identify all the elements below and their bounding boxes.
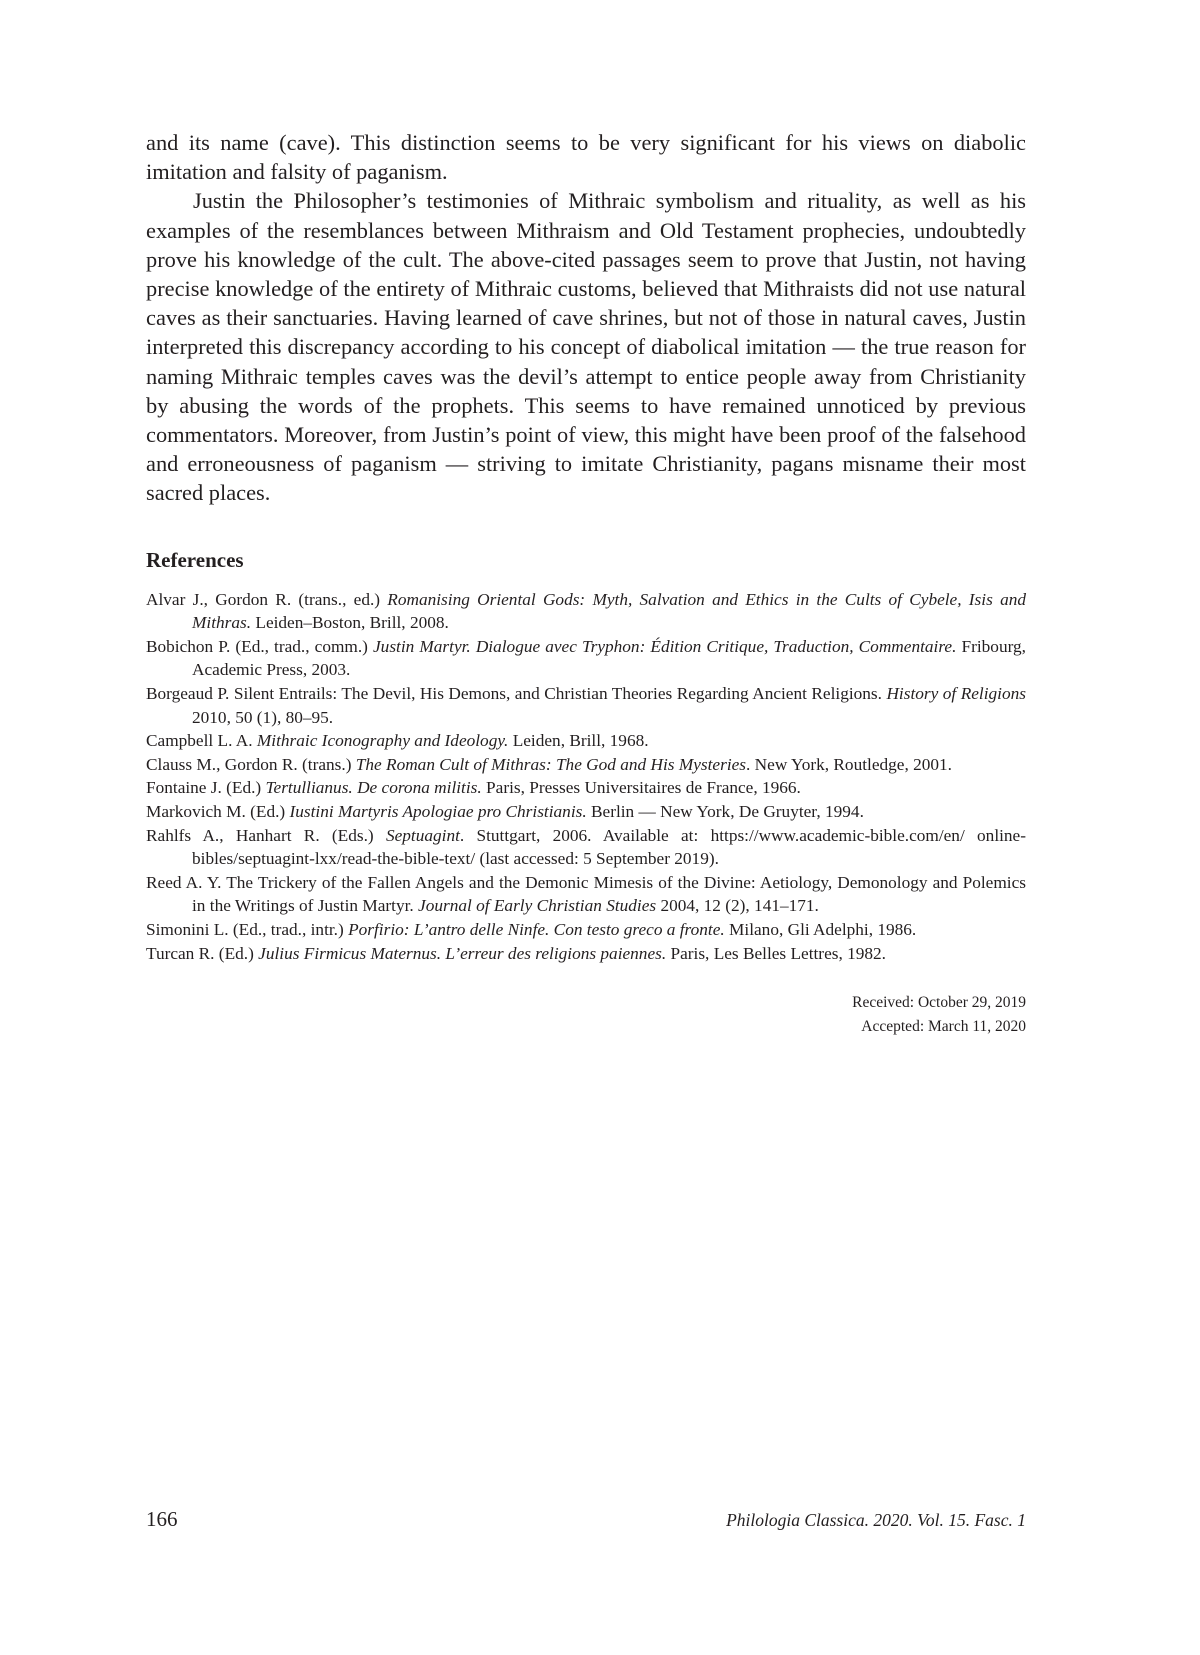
received-date: Received: October 29, 2019 xyxy=(852,994,1026,1012)
page-footer xyxy=(146,1504,1026,1534)
body-paragraph: and its name (cave). This distinction seems to be very significant for his views on diabolic imitation and falsity of paganism. xyxy=(146,130,1026,185)
page-number: 166 xyxy=(146,1507,178,1531)
reference-item: Bobichon P. (Ed., trad., comm.) Justin Martyr. Dialogue avec Tryphon: Édition Critique, Traduction, Commentaire. Fribourg, Academic Press, 2003. xyxy=(146,636,1026,680)
reference-item: Borgeaud P. Silent Entrails: The Devil, His Demons, and Christian Theories Regarding Ancient Religions. History of Religions 2010, 50 (1), 80–95. xyxy=(146,684,1026,727)
body-paragraph: Justin the Philosopher’s testimonies of Mithraic symbolism and rituality, as well as his examples of the resemblances between Mithraism and Old Testament prophecies, undoubtedly prove his knowledge of the cult. The above-cited passages seem to prove that Justin, not having precise knowledge of the entirety of Mithraic customs, believed that Mithraists did not use natural caves as their sanctuaries. Having learned of cave shrines, but not of those in natural caves, Justin interpreted this discrepancy according to his concept of diabolical imitation — the true reason for naming Mithraic temples caves was the devil’s attempt to entice people away from Christianity by abusing the words of the prophets. This seems to have remained unnoticed by previous commentators. Moreover, from Justin’s point of view, this might have been proof of the falsehood and erroneousness of paganism — striving to imitate Christianity, pagans misname their most sacred places. xyxy=(146,188,1026,506)
reference-item: Alvar J., Gordon R. (trans., ed.) Romanising Oriental Gods: Myth, Salvation and Ethics in the Cults of Cybele, Isis and Mithras. Leiden–Boston, Brill, 2008. xyxy=(146,589,1026,633)
accepted-date: Accepted: March 11, 2020 xyxy=(861,1018,1026,1036)
reference-item: Simonini L. (Ed., trad., intr.) Porfirio: L’antro delle Ninfe. Con testo greco a fronte. Milano, Gli Adelphi, 1986. xyxy=(146,919,917,939)
reference-item: Campbell L. A. Mithraic Iconography and Ideology. Leiden, Brill, 1968. xyxy=(146,731,649,751)
reference-item: Rahlfs A., Hanhart R. (Eds.) Septuagint. Stuttgart, 2006. Available at: https://www.academic-bible.com/en/ online-bibles/septuagint-lxx/read-the-bible-text/ (last accessed: 5 September 2019). xyxy=(146,825,1026,869)
article-dates xyxy=(146,991,1026,1039)
body-text xyxy=(146,128,1026,508)
reference-item: Markovich M. (Ed.) Iustini Martyris Apologiae pro Christianis. Berlin — New York, De Gruyter, 1994. xyxy=(146,801,864,821)
references-list xyxy=(146,588,1026,966)
reference-item: Fontaine J. (Ed.) Tertullianus. De corona militis. Paris, Presses Universitaires de France, 1966. xyxy=(146,778,801,798)
article-page xyxy=(146,128,1026,1039)
reference-item: Reed A. Y. The Trickery of the Fallen Angels and the Demonic Mimesis of the Divine: Aetiology, Demonology and Polemics in the Writings of Justin Martyr. Journal of Early Christian Studies 2004, 12 (2), 141–171. xyxy=(146,872,1026,916)
reference-item: Clauss M., Gordon R. (trans.) The Roman Cult of Mithras: The God and His Mysteries. New York, Routledge, 2001. xyxy=(146,754,952,774)
journal-running-title: Philologia Classica. 2020. Vol. 15. Fasc. 1 xyxy=(726,1510,1026,1530)
references-heading: References xyxy=(146,547,244,572)
reference-item: Turcan R. (Ed.) Julius Firmicus Maternus. L’erreur des religions paiennes. Paris, Les Belles Lettres, 1982. xyxy=(146,943,886,963)
